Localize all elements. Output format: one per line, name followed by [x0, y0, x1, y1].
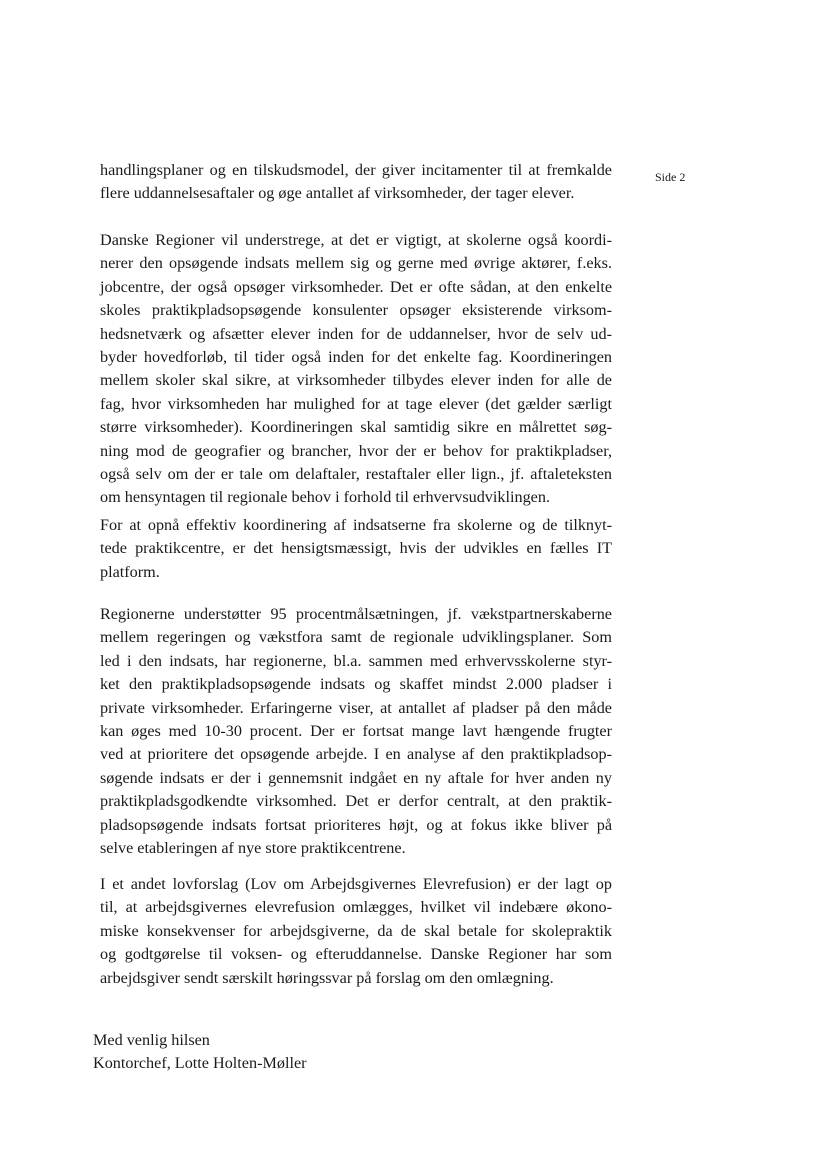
text-line: ning mod de geografier og brancher, hvor der er behov for praktikpladser,: [100, 441, 612, 460]
text-line: mellem regeringen og vækstfora samt de regionale udviklingsplaner. Som: [100, 628, 612, 647]
body-paragraph: [100, 603, 612, 860]
text-line: Regionerne understøtter 95 procentmålsætningen, jf. vækstpartnerskaberne: [100, 605, 612, 623]
text-line: hedsnetværk og afsætter elever inden for de uddannelser, hvor de selv ud-: [100, 324, 612, 343]
text-line: platform.: [100, 562, 160, 581]
text-line: tede praktikcentre, er det hensigtsmæssigt, hvis der udvikles en fælles IT: [100, 539, 612, 558]
text-line: mellem skoler skal sikre, at virksomheder tilbydes elever inden for alle de: [100, 371, 612, 390]
text-line: ket den praktikpladsopsøgende indsats og skaffet mindst 2.000 pladser i: [100, 675, 612, 694]
text-line: Danske Regioner vil understrege, at det er vigtigt, at skolerne også koordi-: [100, 231, 612, 249]
text-line: selve etableringen af nye store praktikcentrene.: [100, 838, 406, 857]
closing-greeting: Med venlig hilsen: [93, 1031, 210, 1049]
body-paragraph: [100, 159, 612, 206]
page-number-label: Side 2: [655, 170, 686, 184]
text-line: I et andet lovforslag (Lov om Arbejdsgivernes Elevrefusion) er der lagt op: [100, 875, 612, 893]
text-line: også selv om der er tale om delaftaler, restaftaler eller lign., jf. aftaleteksten: [100, 464, 612, 483]
text-line: arbejdsgiver sendt særskilt høringssvar på forslag om den omlægning.: [100, 968, 554, 987]
text-line: miske konsekvenser for arbejdsgiverne, da de skal betale for skolepraktik: [100, 921, 612, 940]
closing-block: [93, 1029, 307, 1074]
text-line: kan øges med 10-30 procent. Der er fortsat mange lavt hængende frugter: [100, 721, 612, 740]
body-paragraph: [100, 873, 612, 990]
text-line: større virksomheder). Koordineringen skal samtidig sikre en målrettet søg-: [100, 418, 612, 437]
text-line: nerer den opsøgende indsats mellem sig og gerne med øvrige aktører, f.eks.: [100, 254, 612, 273]
text-line: og godtgørelse til voksen- og efteruddannelse. Danske Regioner har som: [100, 945, 612, 964]
text-line: jobcentre, der også opsøger virksomheder. Det er ofte sådan, at den enkelte: [100, 277, 612, 296]
text-line: private virksomheder. Erfaringerne viser, at antallet af pladser på den måde: [100, 698, 612, 717]
text-line: søgende indsats er der i gennemsnit indgået en ny aftale for hver anden ny: [100, 768, 612, 787]
text-line: For at opnå effektiv koordinering af indsatserne fra skolerne og de tilknyt-: [100, 516, 612, 534]
text-line: ved at prioritere det opsøgende arbejde. I en analyse af den praktikpladsop-: [100, 745, 612, 764]
text-line: til, at arbejdsgivernes elevrefusion omlægges, hvilket vil indebære økono-: [100, 898, 612, 917]
closing-signature: Kontorchef, Lotte Holten-Møller: [93, 1053, 307, 1072]
body-paragraph: [100, 514, 612, 584]
text-line: om hensyntagen til regionale behov i forhold til erhvervsudviklingen.: [100, 488, 551, 507]
text-line: handlingsplaner og en tilskudsmodel, der giver incitamenter til at fremkalde: [100, 161, 612, 179]
body-paragraph: [100, 229, 612, 510]
text-line: byder hovedforløb, til tider også inden for det enkelte fag. Koordineringen: [100, 347, 612, 366]
text-line: pladsopsøgende indsats fortsat prioriteres højt, og at fokus ikke bliver på: [100, 815, 612, 834]
text-line: led i den indsats, har regionerne, bl.a. sammen med erhvervsskolerne styr-: [100, 651, 612, 670]
text-line: fag, hvor virksomheden har mulighed for at tage elever (det gælder særligt: [100, 394, 612, 413]
text-line: flere uddannelsesaftaler og øge antallet af virksomheder, der tager elever.: [100, 184, 575, 203]
text-line: praktikpladsgodkendte virksomhed. Det er derfor centralt, at den praktik-: [100, 792, 612, 811]
text-line: skoles praktikpladsopsøgende konsulenter opsøger eksisterende virksom-: [100, 301, 612, 320]
